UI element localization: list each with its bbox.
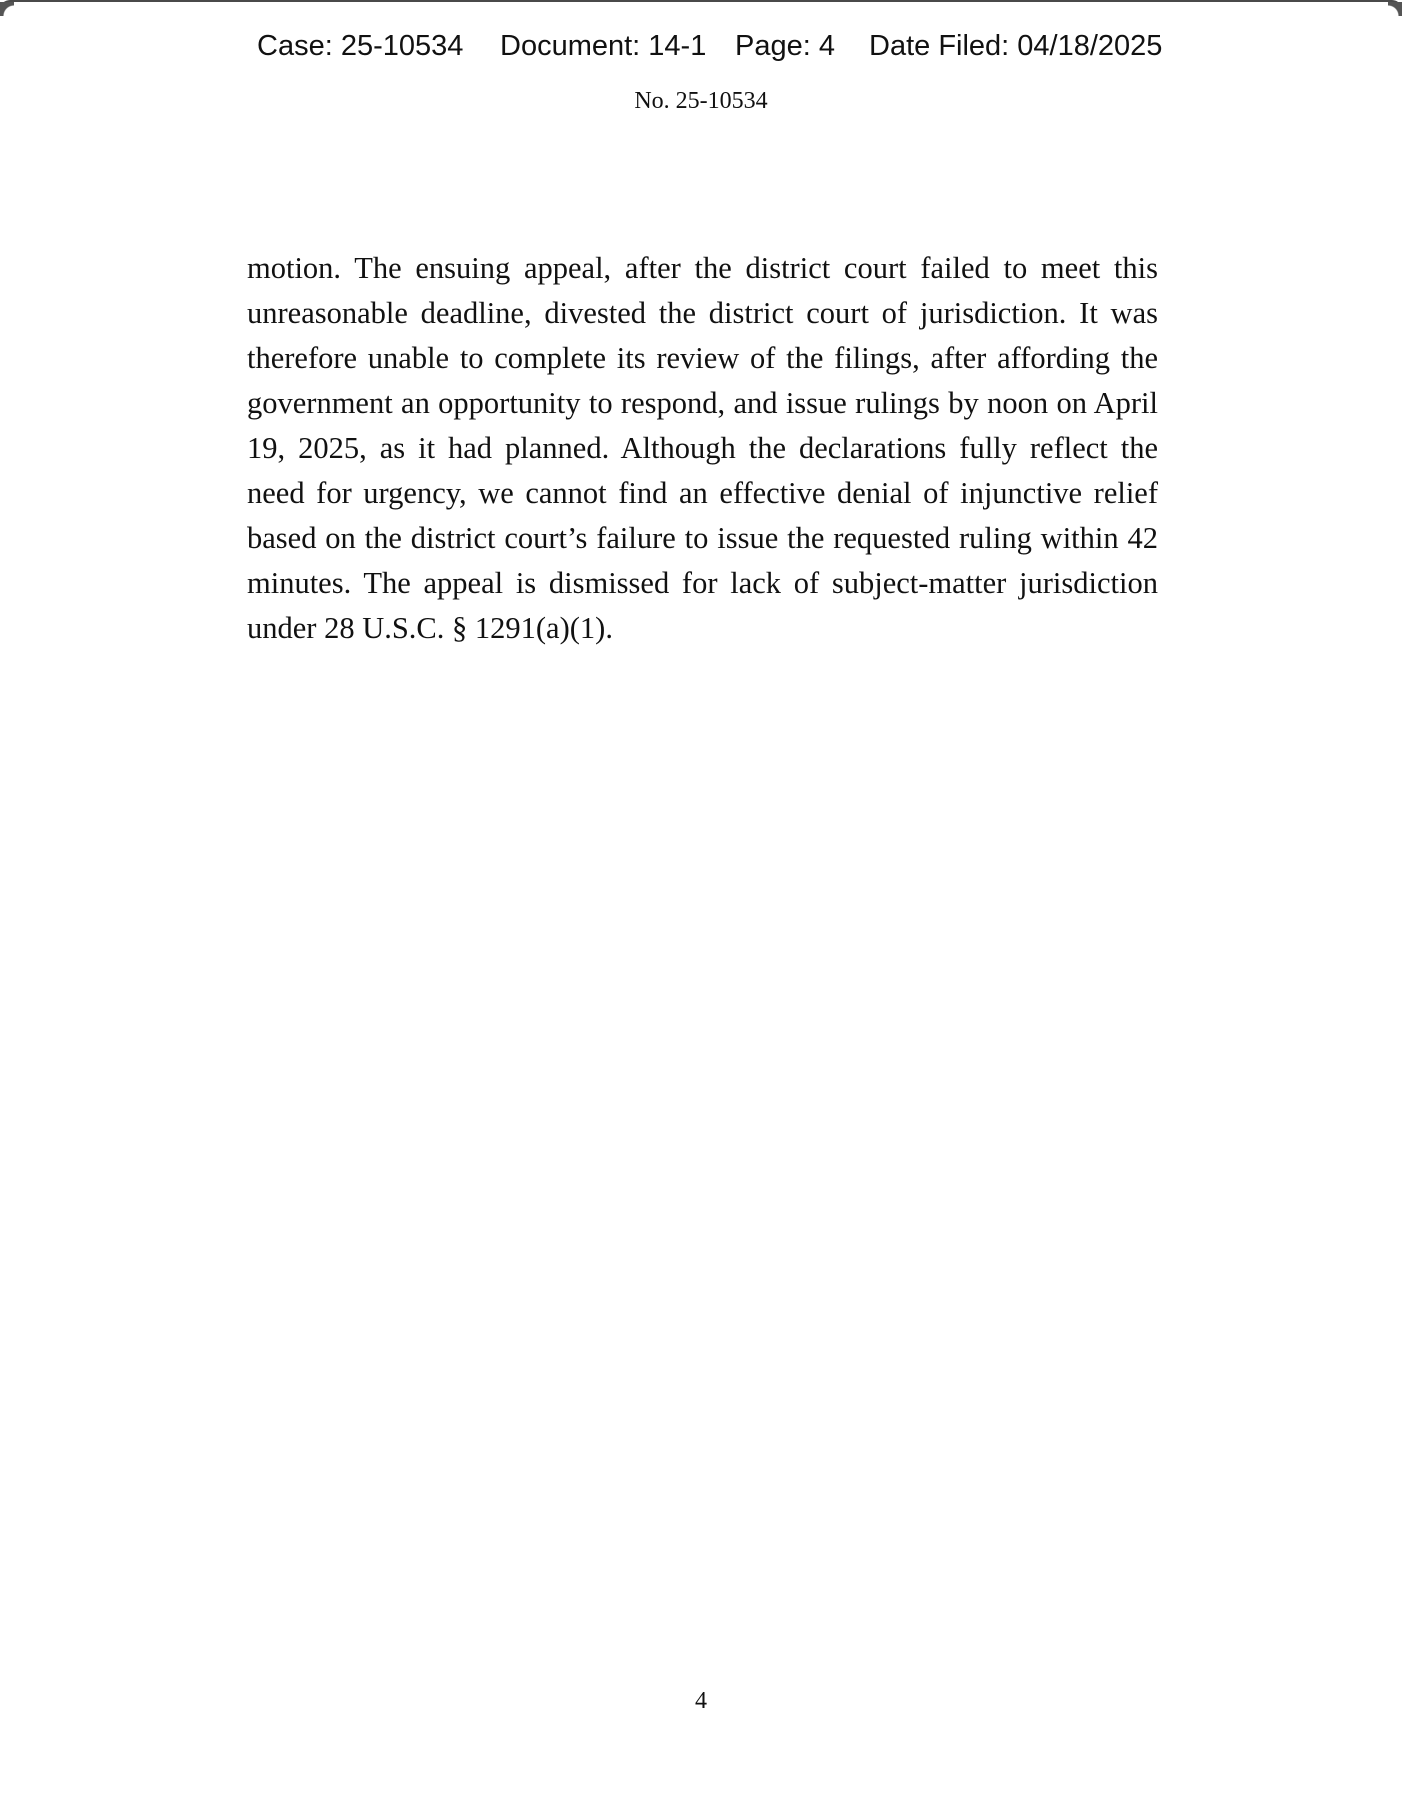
header-document-number: Document: 14-1 [500, 30, 707, 62]
filing-header [0, 30, 1402, 66]
page-number-footer: 4 [695, 1688, 707, 1714]
window-corner-left [0, 2, 14, 16]
body-paragraph: motion. The ensuing appeal, after the district court failed to meet this unreasonable deadline, divested the district court of jurisdiction. It was therefore unable to complete its review of the filings, after affording the government an opportunity to respond, and issue rulings by noon on April 19, 2025, as it had planned. Although the declarations fully reflect the need for urgency, we cannot find an effective denial of injunctive relief based on the district court’s failure to issue the requested ruling within 42 minutes. The appeal is dismissed for lack of subject-matter jurisdiction under 28 U.S.C. § 1291(a)(1). [247, 251, 1158, 645]
docket-number: No. 25-10534 [634, 88, 768, 114]
window-corner-right [1388, 2, 1402, 16]
header-case-number: Case: 25-10534 [257, 30, 464, 62]
header-date-filed: Date Filed: 04/18/2025 [869, 30, 1163, 62]
header-page-number: Page: 4 [735, 30, 835, 62]
